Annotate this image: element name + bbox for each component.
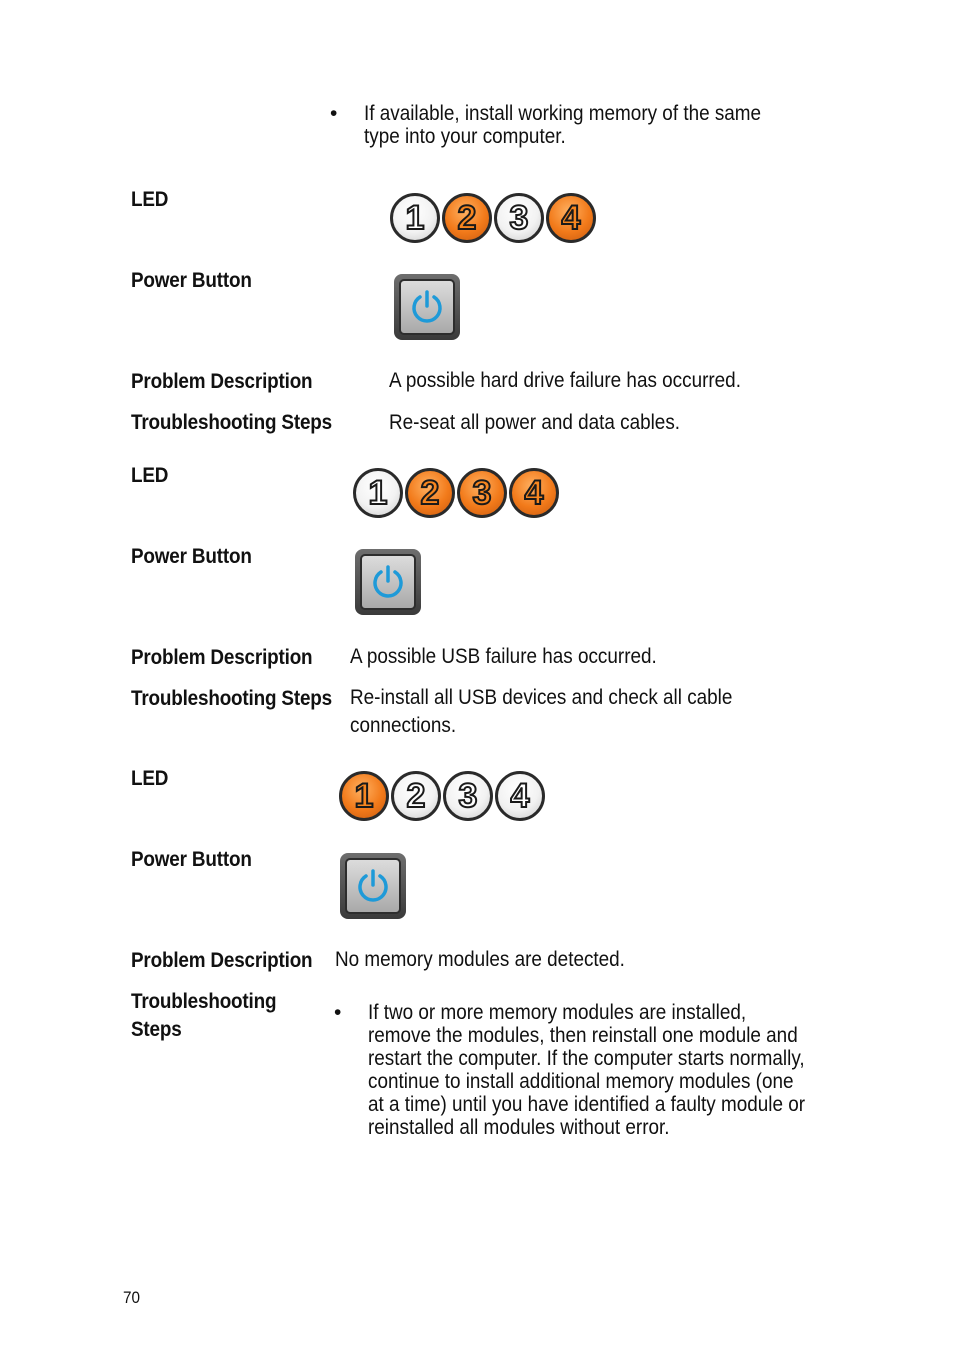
led-3-on: 3 bbox=[457, 468, 507, 518]
troubleshooting-steps-text: Re-install all USB devices and check all cable connections. bbox=[350, 686, 733, 737]
power-icon bbox=[368, 562, 408, 602]
led-label: LED bbox=[131, 464, 169, 487]
troubleshooting-steps-text: Re-seat all power and data cables. bbox=[389, 411, 681, 434]
troubleshooting-label-line1: Troubleshooting bbox=[131, 990, 277, 1013]
troubleshooting-steps-label: Troubleshooting Steps bbox=[131, 411, 332, 434]
led-2-on: 2 bbox=[442, 193, 492, 243]
troubleshooting-label-line2: Steps bbox=[131, 1018, 182, 1041]
problem-description-label: Problem Description bbox=[131, 370, 313, 393]
power-button-image bbox=[355, 549, 421, 615]
led-3-off: 3 bbox=[494, 193, 544, 243]
power-button-label: Power Button bbox=[131, 545, 252, 568]
led-2-off: 2 bbox=[391, 771, 441, 821]
led-1-on: 1 bbox=[339, 771, 389, 821]
led-2-on: 2 bbox=[405, 468, 455, 518]
problem-description-label: Problem Description bbox=[131, 646, 313, 669]
bullet-glyph: • bbox=[334, 1001, 342, 1024]
led-label: LED bbox=[131, 188, 169, 211]
power-button-image bbox=[340, 853, 406, 919]
power-button-label: Power Button bbox=[131, 848, 252, 871]
led-3-off: 3 bbox=[443, 771, 493, 821]
power-icon bbox=[407, 287, 447, 327]
led-1-off: 1 bbox=[390, 193, 440, 243]
troubleshooting-bullet-text: If two or more memory modules are installed, remove the modules, then reinstall one module and restart the computer. If the computer starts normally, continue to install additional memory modules (one at a time) until you have identified a faulty module or reinstalled all modules without error. bbox=[368, 1001, 806, 1139]
led-1-off: 1 bbox=[353, 468, 403, 518]
problem-description-text: No memory modules are detected. bbox=[335, 948, 625, 971]
problem-description-text: A possible USB failure has occurred. bbox=[350, 645, 657, 668]
power-icon bbox=[353, 866, 393, 906]
bullet-glyph: • bbox=[330, 102, 338, 125]
led-4-off: 4 bbox=[495, 771, 545, 821]
led-indicator-row bbox=[339, 771, 545, 821]
intro-bullet bbox=[330, 102, 850, 148]
troubleshooting-steps-label: Troubleshooting Steps bbox=[131, 687, 332, 710]
led-indicator-row bbox=[353, 468, 559, 518]
led-label: LED bbox=[131, 767, 169, 790]
led-4-on: 4 bbox=[546, 193, 596, 243]
problem-description-label: Problem Description bbox=[131, 949, 313, 972]
intro-bullet-text: If available, install working memory of the same type into your computer. bbox=[364, 102, 762, 148]
problem-description-text: A possible hard drive failure has occurred. bbox=[389, 369, 741, 392]
power-button-image bbox=[394, 274, 460, 340]
troubleshooting-bullet bbox=[334, 1001, 854, 1139]
page-number: 70 bbox=[123, 1288, 141, 1307]
power-button-label: Power Button bbox=[131, 269, 252, 292]
led-4-on: 4 bbox=[509, 468, 559, 518]
led-indicator-row bbox=[390, 193, 596, 243]
